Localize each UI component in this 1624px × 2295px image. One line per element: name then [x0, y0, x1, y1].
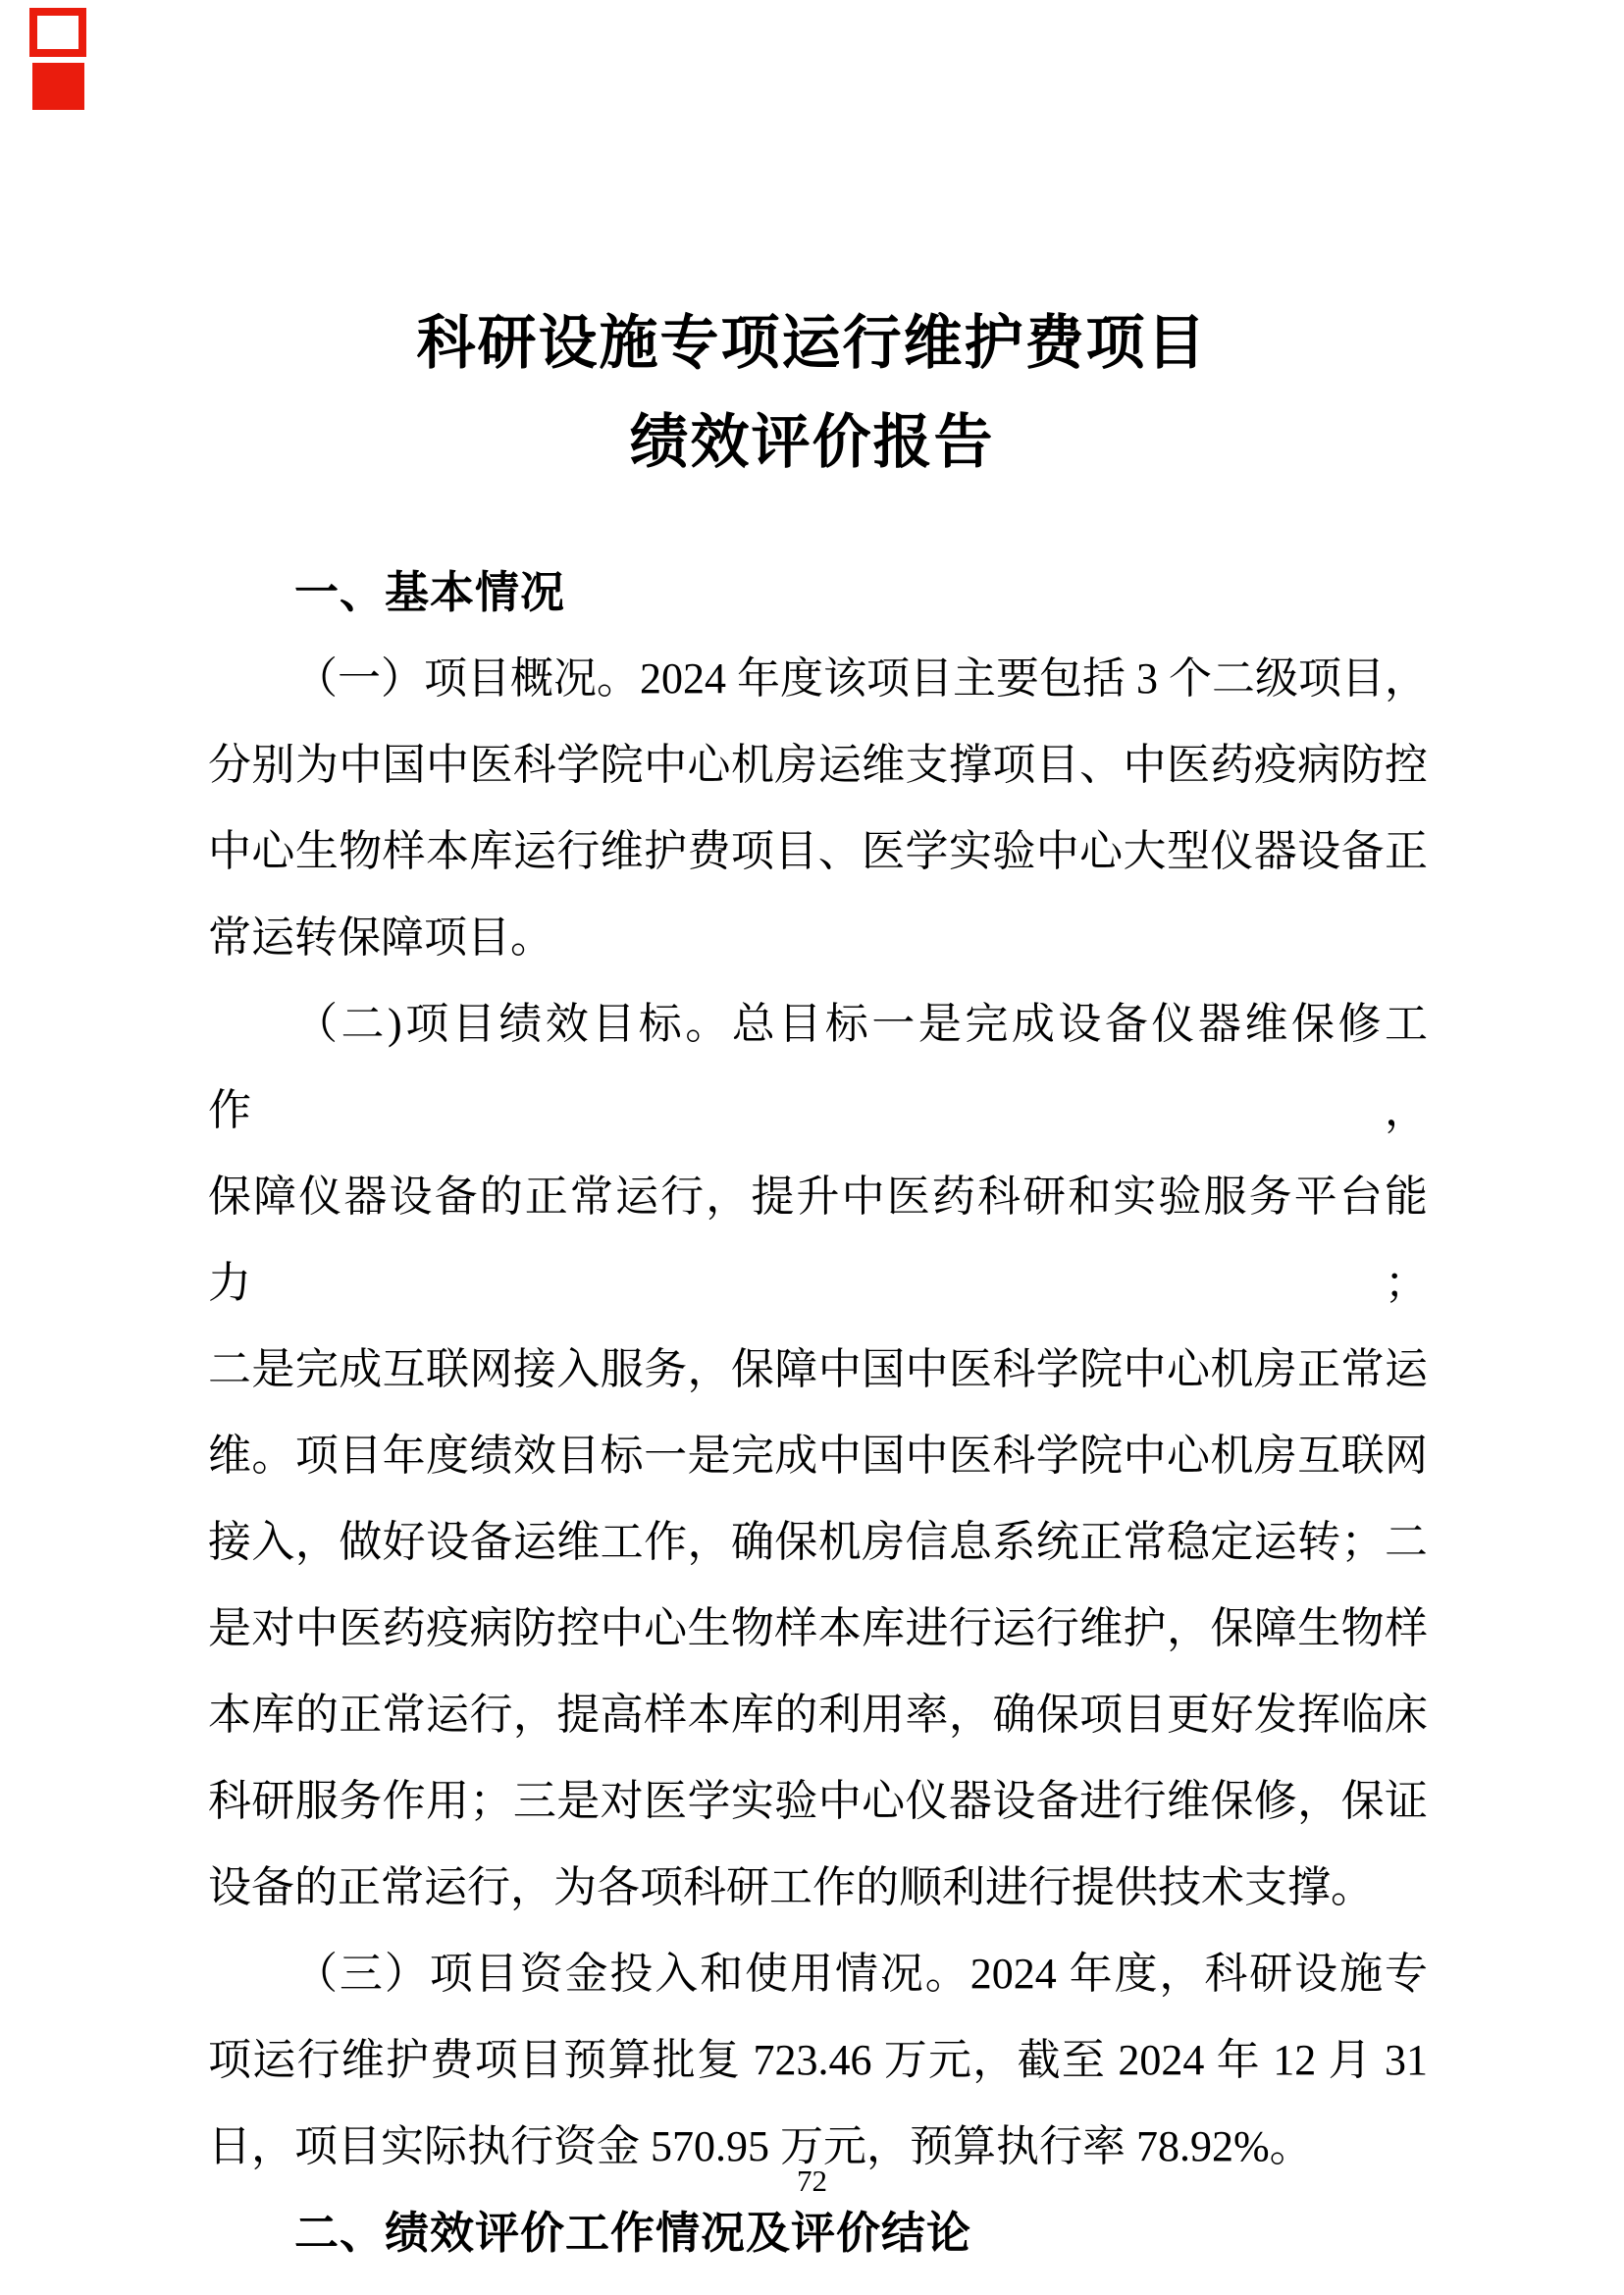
paragraph-line: （一）项目概况。2024 年度该项目主要包括 3 个二级项目， — [294, 654, 1428, 703]
paragraph-line: 本库的正常运行，提高样本库的利用率，确保项目更好发挥临床 — [208, 1691, 1428, 1739]
paragraph-line: 二是完成互联网接入服务，保障中国中医科学院中心机房正常运 — [208, 1345, 1428, 1393]
paragraph-line: 科研服务作用；三是对医学实验中心仪器设备进行维保修，保证 — [208, 1777, 1428, 1825]
paragraph-line: 接入，做好设备运维工作，确保机房信息系统正常稳定运转；二 — [208, 1518, 1428, 1566]
report-body — [208, 549, 1428, 2276]
red-stamp-mark-solid — [32, 63, 84, 110]
paragraph-line: （三）项目资金投入和使用情况。2024 年度，科研设施专 — [294, 1950, 1428, 1998]
paragraph-line: 中心生物样本库运行维护费项目、医学实验中心大型仪器设备正 — [208, 827, 1428, 875]
section-1-heading: 一、基本情况 — [294, 567, 566, 617]
paragraph-line: 保障仪器设备的正常运行，提升中医药科研和实验服务平台能力； — [208, 1173, 1428, 1307]
section-2-heading: 二、绩效评价工作情况及评价结论 — [294, 2208, 972, 2258]
report-title-line-2: 绩效评价报告 — [629, 410, 995, 475]
page-number: 72 — [797, 2164, 827, 2198]
report-title — [0, 0, 1624, 493]
paragraph-performance-goals — [208, 981, 1428, 1931]
paragraph-line: 分别为中国中医科学院中心机房运维支撑项目、中医药疫病防控 — [208, 741, 1428, 789]
paragraph-funding-usage — [208, 1931, 1428, 2190]
paragraph-line: 项运行维护费项目预算批复 723.46 万元，截至 2024 年 12 月 31 — [208, 2036, 1428, 2084]
paragraph-line: 日，项目实际执行资金 570.95 万元，预算执行率 78.92%。 — [208, 2122, 1313, 2170]
paragraph-line: 是对中医药疫病防控中心生物样本库进行运行维护，保障生物样 — [208, 1604, 1428, 1652]
paragraph-line: 设备的正常运行，为各项科研工作的顺利进行提供技术支撑。 — [208, 1863, 1374, 1911]
red-stamp-mark-hollow — [29, 8, 86, 57]
paragraph-project-overview — [208, 636, 1428, 981]
report-title-line-1: 科研设施专项运行维护费项目 — [416, 311, 1208, 376]
paragraph-line: 常运转保障项目。 — [208, 913, 553, 962]
paragraph-line: （二)项目绩效目标。总目标一是完成设备仪器维保修工作， — [208, 1000, 1428, 1134]
paragraph-line: 维。项目年度绩效目标一是完成中国中医科学院中心机房互联网 — [208, 1432, 1428, 1480]
